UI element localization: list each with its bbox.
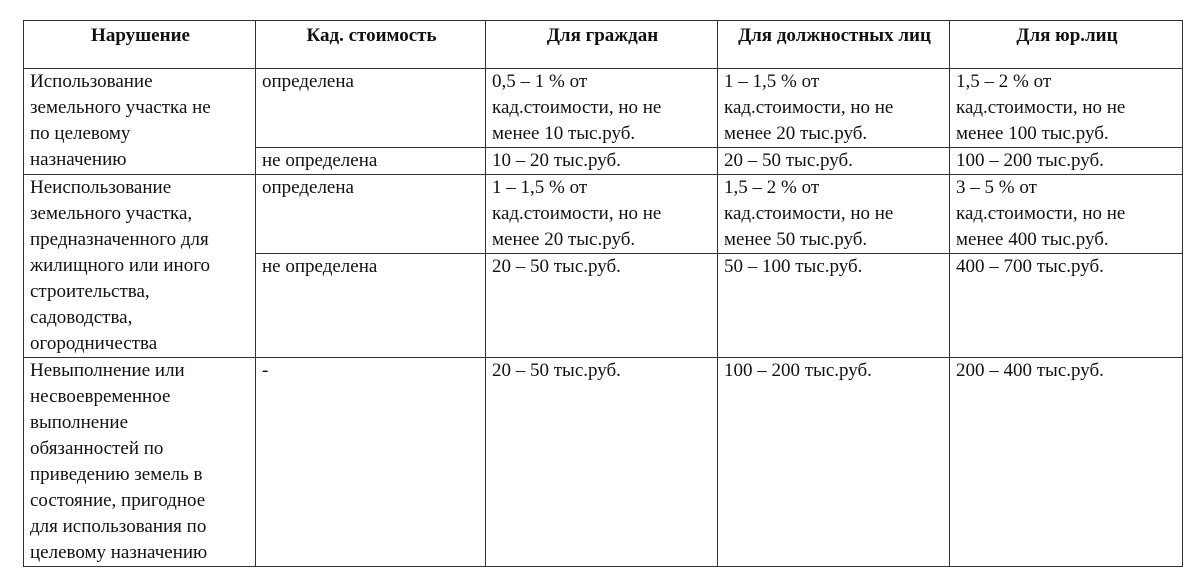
- citizens-fine-cell: 0,5 – 1 % от кад.стоимости, но не менее 10 тыс.руб.: [486, 69, 718, 148]
- fines-table-container: [23, 20, 1182, 567]
- citizens-fine-cell: 20 – 50 тыс.руб.: [486, 254, 718, 358]
- header-legal-entities: Для юр.лиц: [950, 21, 1183, 69]
- officials-fine-cell: 1,5 – 2 % от кад.стоимости, но не менее 50 тыс.руб.: [718, 175, 950, 254]
- legal-fine-cell: 200 – 400 тыс.руб.: [950, 358, 1183, 567]
- violation-cell: Неиспользование земельного участка, предназначенного для жилищного или иного строительства, садоводства, огородничества: [24, 175, 256, 358]
- header-violation: Нарушение: [24, 21, 256, 69]
- cadastral-cell: -: [256, 358, 486, 567]
- cadastral-cell: определена: [256, 69, 486, 148]
- officials-fine-cell: 100 – 200 тыс.руб.: [718, 358, 950, 567]
- header-officials: Для должностных лиц: [718, 21, 950, 69]
- violation-cell: Невыполнение или несвоевременное выполнение обязанностей по приведению земель в состояние, пригодное для использования по целевому назначению: [24, 358, 256, 567]
- header-row: [24, 21, 1183, 69]
- header-cadastral-value: Кад. стоимость: [256, 21, 486, 69]
- citizens-fine-cell: 20 – 50 тыс.руб.: [486, 358, 718, 567]
- header-citizens: Для граждан: [486, 21, 718, 69]
- table-row: [24, 69, 1183, 148]
- legal-fine-cell: 400 – 700 тыс.руб.: [950, 254, 1183, 358]
- fines-table: [23, 20, 1183, 567]
- officials-fine-cell: 50 – 100 тыс.руб.: [718, 254, 950, 358]
- legal-fine-cell: 3 – 5 % от кад.стоимости, но не менее 400 тыс.руб.: [950, 175, 1183, 254]
- citizens-fine-cell: 1 – 1,5 % от кад.стоимости, но не менее 20 тыс.руб.: [486, 175, 718, 254]
- table-row: [24, 358, 1183, 567]
- cadastral-cell: не определена: [256, 148, 486, 175]
- cadastral-cell: не определена: [256, 254, 486, 358]
- legal-fine-cell: 1,5 – 2 % от кад.стоимости, но не менее 100 тыс.руб.: [950, 69, 1183, 148]
- officials-fine-cell: 20 – 50 тыс.руб.: [718, 148, 950, 175]
- officials-fine-cell: 1 – 1,5 % от кад.стоимости, но не менее 20 тыс.руб.: [718, 69, 950, 148]
- cadastral-cell: определена: [256, 175, 486, 254]
- citizens-fine-cell: 10 – 20 тыс.руб.: [486, 148, 718, 175]
- legal-fine-cell: 100 – 200 тыс.руб.: [950, 148, 1183, 175]
- table-row: [24, 175, 1183, 254]
- violation-cell: Использование земельного участка не по целевому назначению: [24, 69, 256, 175]
